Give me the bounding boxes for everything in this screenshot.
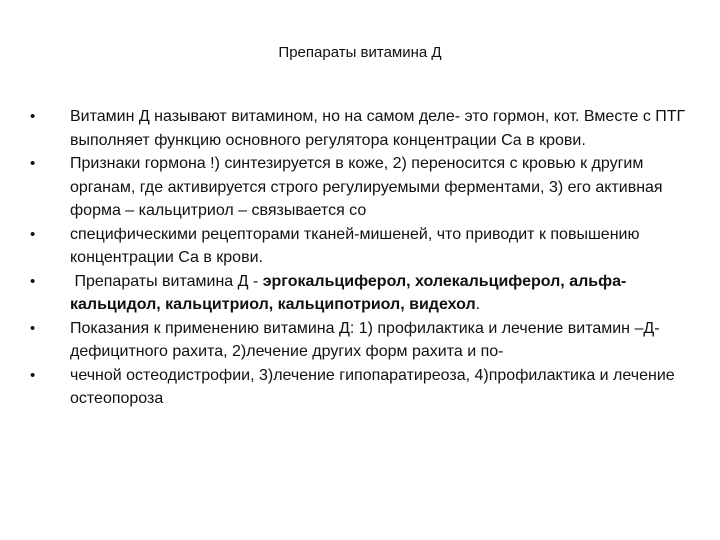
bullet-item-receptors — [30, 223, 690, 270]
bullet-text: специфическими рецепторами тканей-мишеней, что приводит к повышению концентрации Са в крови. — [70, 225, 640, 266]
bullet-text: Витамин Д называют витамином, но на самом деле- это гормон, кот. Вместе с ПТГ выполняет функцию основного регулятора концентрации Са в крови. — [70, 108, 686, 149]
bullet-item-indications — [30, 317, 690, 364]
bullet-icon: • — [30, 319, 36, 337]
slide-title: Препараты витамина Д — [278, 44, 442, 61]
bullet-icon: • — [30, 108, 36, 125]
bullet-item-indications-continued — [30, 364, 690, 411]
bullet-item-vitamin-d-hormone — [30, 105, 690, 152]
bullet-icon: • — [30, 155, 36, 172]
bullet-text-prefix: Препараты витамина Д - — [70, 272, 263, 290]
bullet-icon: • — [30, 225, 36, 243]
bullet-icon: • — [30, 272, 36, 290]
bullet-text: чечной остеодистрофии, 3)лечение гипопаратиреоза, 4)профилактика и лечение остеопороза — [70, 366, 675, 407]
preparation-names: эргокальциферол, холекальциферол, альфа-кальцидол, кальцитриол, кальципотриол, видехол — [70, 272, 627, 313]
bullet-text: Показания к применению витамина Д: 1) профилактика и лечение витамин –Д-дефицитного рахита, 2)лечение других форм рахита и по- — [70, 319, 660, 360]
bullet-list — [30, 105, 690, 411]
bullet-icon: • — [30, 366, 36, 384]
bullet-text-suffix: . — [475, 296, 481, 313]
bullet-item-preparations — [30, 270, 690, 317]
bullet-text: Признаки гормона !) синтезируется в коже, 2) переносится с кровью к другим органам, где активируется строго регулируемыми ферментами, 3) его активная форма – кальцитриол – связывается со — [70, 155, 663, 219]
bullet-item-hormone-signs — [30, 152, 690, 223]
